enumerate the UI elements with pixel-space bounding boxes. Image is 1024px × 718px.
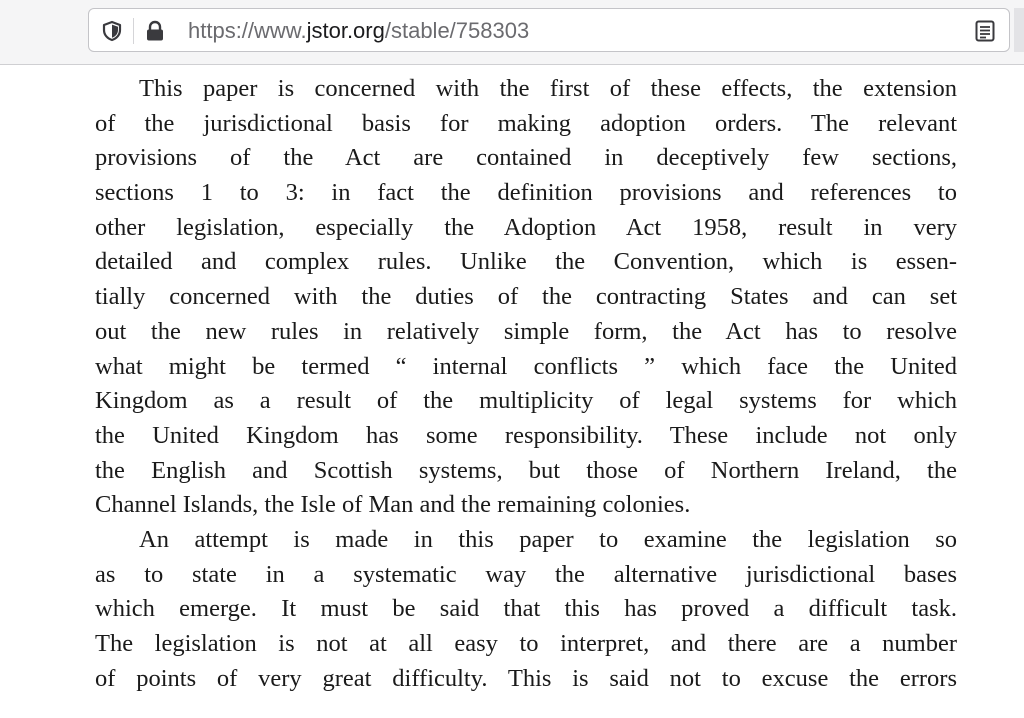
paragraph-line: Kingdom as a result of the multiplicity of legal systems for which (95, 387, 957, 415)
paragraph-line: An attempt is made in this paper to examine the legislation so (139, 525, 957, 553)
url-prefix: https://www. (188, 18, 307, 43)
url-text[interactable] (188, 18, 529, 44)
reader-view-icon[interactable] (973, 19, 997, 43)
paragraph-line: what might be termed “ internal conflicts ” which face the United (95, 352, 957, 380)
paragraph-line: provisions of the Act are contained in deceptively few sections, (95, 144, 957, 172)
shield-icon[interactable] (101, 20, 123, 42)
paragraph-line: other legislation, especially the Adoption Act 1958, result in very (95, 213, 957, 241)
paragraph-line: the United Kingdom has some responsibility. These include not only (95, 421, 957, 449)
paragraph-line: detailed and complex rules. Unlike the Convention, which is essen- (95, 248, 957, 276)
url-path: /stable/758303 (384, 18, 530, 43)
paragraph-line: Channel Islands, the Isle of Man and the remaining colonies. (95, 491, 691, 519)
paragraph-line: tially concerned with the duties of the contracting States and can set (95, 283, 957, 311)
paragraph-line: This paper is concerned with the first of these effects, the extension (139, 75, 957, 102)
separator (133, 18, 134, 44)
paragraph-line: of points of very great difficulty. This is said not to excuse the errors (95, 664, 957, 692)
paragraph-line: which emerge. It must be said that this has proved a difficult task. (95, 595, 957, 623)
toolbar-edge-button[interactable] (1014, 8, 1024, 52)
document-page (95, 72, 957, 718)
paragraph-line: as to state in a systematic way the alternative jurisdictional bases (95, 560, 957, 588)
url-host: jstor.org (306, 18, 385, 43)
paragraph-line: sections 1 to 3: in fact the definition provisions and references to (95, 179, 957, 207)
paragraph-line: the English and Scottish systems, but those of Northern Ireland, the (95, 456, 957, 484)
paragraph-line: of the jurisdictional basis for making adoption orders. The relevant (95, 109, 957, 137)
paragraph-line: The legislation is not at all easy to interpret, and there are a number (95, 630, 957, 657)
browser-toolbar (0, 0, 1024, 65)
lock-icon[interactable] (145, 20, 165, 42)
address-bar[interactable] (88, 8, 1010, 52)
paragraph-line: out the new rules in relatively simple form, the Act has to resolve (95, 317, 957, 345)
